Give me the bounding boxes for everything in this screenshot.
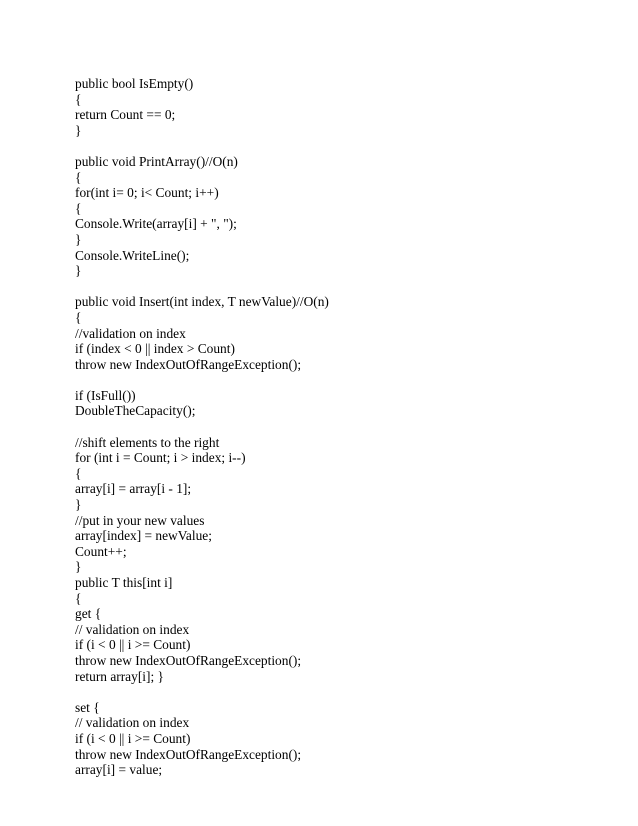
code-line: // validation on index xyxy=(75,715,190,731)
code-block xyxy=(75,76,329,778)
code-line: { xyxy=(75,309,82,325)
code-line: } xyxy=(75,559,82,575)
code-line: { xyxy=(75,590,82,606)
code-line: } xyxy=(75,122,82,138)
code-line: if (i < 0 || i >= Count) xyxy=(75,730,191,746)
blank-line xyxy=(75,138,329,154)
blank-line xyxy=(75,372,329,388)
code-line: throw new IndexOutOfRangeException(); xyxy=(75,356,302,372)
code-line: set { xyxy=(75,699,100,715)
code-line: get { xyxy=(75,606,102,622)
blank-line xyxy=(75,684,329,700)
code-line: public T this[int i] xyxy=(75,575,173,590)
code-line: if (IsFull()) xyxy=(75,387,136,403)
code-line: // validation on index xyxy=(75,621,190,637)
code-line: throw new IndexOutOfRangeException(); xyxy=(75,746,302,762)
code-line: } xyxy=(75,497,82,513)
code-line: { xyxy=(75,91,82,107)
code-line: { xyxy=(75,465,82,481)
blank-line xyxy=(75,279,329,295)
code-line: public void PrintArray()//O(n) xyxy=(75,153,238,169)
code-line: Console.Write(array[i] + ", "); xyxy=(75,216,237,232)
code-line: } xyxy=(75,263,82,279)
code-line: { xyxy=(75,169,82,185)
code-line: array[index] = newValue; xyxy=(75,528,212,544)
code-line: //validation on index xyxy=(75,325,186,341)
code-line: { xyxy=(75,200,82,216)
code-line: Count++; xyxy=(75,543,127,559)
code-line: if (index < 0 || index > Count) xyxy=(75,341,235,357)
code-line: if (i < 0 || i >= Count) xyxy=(75,637,191,653)
code-line: //put in your new values xyxy=(75,512,205,528)
code-line: return array[i]; } xyxy=(75,668,164,684)
blank-line xyxy=(75,419,329,435)
code-line: array[i] = value; xyxy=(75,762,163,778)
code-line: for(int i= 0; i< Count; i++) xyxy=(75,185,219,201)
code-line: public bool IsEmpty() xyxy=(75,76,194,91)
code-line: DoubleTheCapacity(); xyxy=(75,403,196,419)
code-line: for (int i = Count; i > index; i--) xyxy=(75,450,246,466)
code-line: return Count == 0; xyxy=(75,107,176,123)
code-line: public void Insert(int index, T newValue)//O(n) xyxy=(75,294,329,310)
code-line: array[i] = array[i - 1]; xyxy=(75,481,192,497)
code-line: //shift elements to the right xyxy=(75,434,220,450)
code-line: Console.WriteLine(); xyxy=(75,247,190,263)
code-line: } xyxy=(75,231,82,247)
code-line: throw new IndexOutOfRangeException(); xyxy=(75,652,302,668)
